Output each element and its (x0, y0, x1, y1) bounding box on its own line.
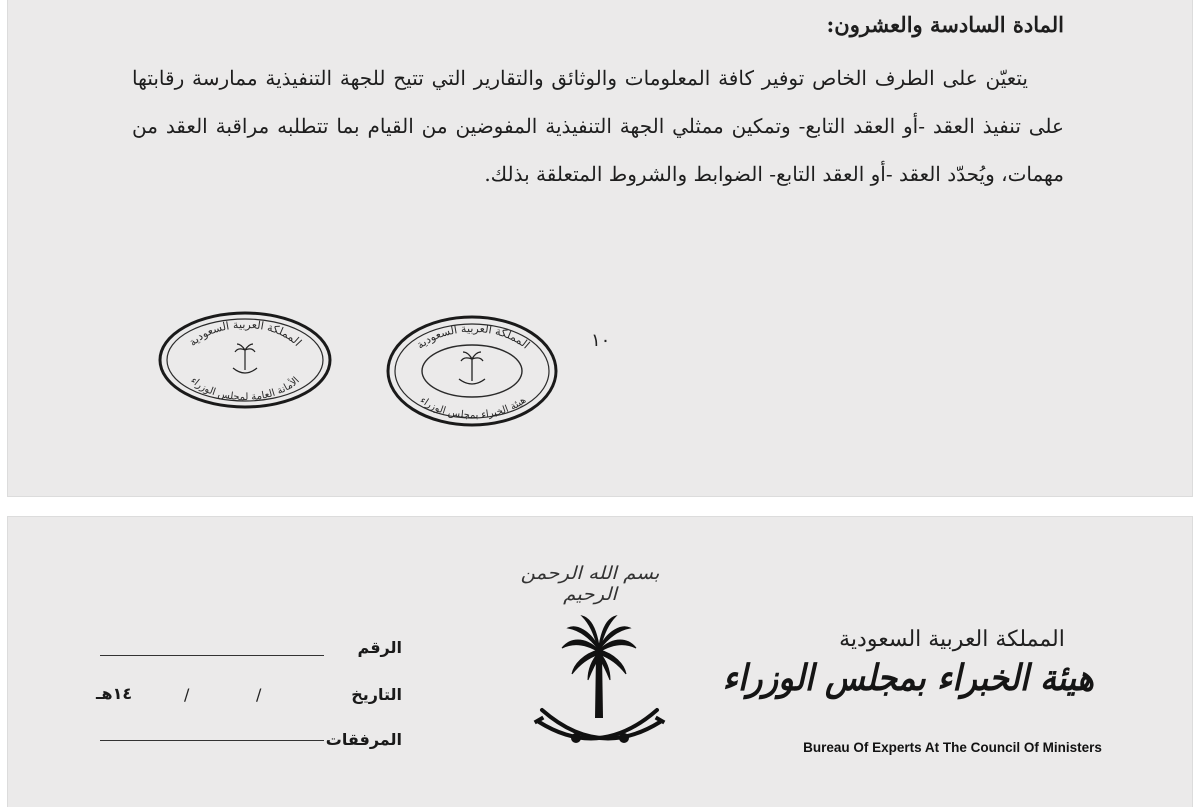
number-label: الرقم (357, 638, 402, 657)
date-separator: / (184, 685, 190, 704)
government-name: المملكة العربية السعودية (839, 627, 1065, 652)
attachments-line (100, 740, 324, 741)
basmala: بسم الله الرحمن الرحيم (520, 563, 660, 605)
date-separator: / (256, 685, 262, 704)
article-title: المادة السادسة والعشرون: (826, 12, 1064, 37)
organization-name-english: Bureau Of Experts At The Council Of Ministers (803, 740, 1102, 755)
number-line (100, 655, 324, 656)
document-page-top (8, 0, 1192, 496)
stamp-bureau-of-experts (385, 314, 560, 428)
stamp-right-emblem-icon (459, 352, 485, 384)
date-hijri-suffix: ١٤هـ (96, 684, 133, 703)
stamp-left-bottom-text: الأمانة العامة لمجلس الوزراء (188, 375, 302, 404)
date-label: التاريخ (351, 685, 402, 704)
stamp-right-top-text: المملكة العربية السعودية (413, 321, 533, 352)
saudi-emblem-palm-swords-icon (532, 610, 667, 760)
attachments-label: المرفقات (325, 730, 402, 749)
page-number: ١٠ (591, 330, 611, 351)
stamp-right-bottom-text: هيئة الخبراء بمجلس الوزراء (417, 394, 529, 422)
stamp-left-emblem-icon (233, 344, 257, 373)
organization-name-arabic: هيئة الخبراء بمجلس الوزراء (722, 657, 1094, 699)
stamp-general-secretariat (157, 310, 333, 410)
article-body: يتعيّن على الطرف الخاص توفير كافة المعلومات والوثائق والتقارير التي تتيح للجهة التنفيذية ممارسة رقابتها على تنفيذ العقد -أو العقد التابع- وتمكين ممثلي الجهة التنفيذية المفوضين من القيام بما تتطلبه مراقبة العقد من مهمات، ويُحدّد العقد -أو العقد التابع- الضوابط والشروط المتعلقة بذلك. (132, 66, 1064, 186)
stamp-left-top-text: المملكة العربية السعودية (186, 317, 305, 349)
